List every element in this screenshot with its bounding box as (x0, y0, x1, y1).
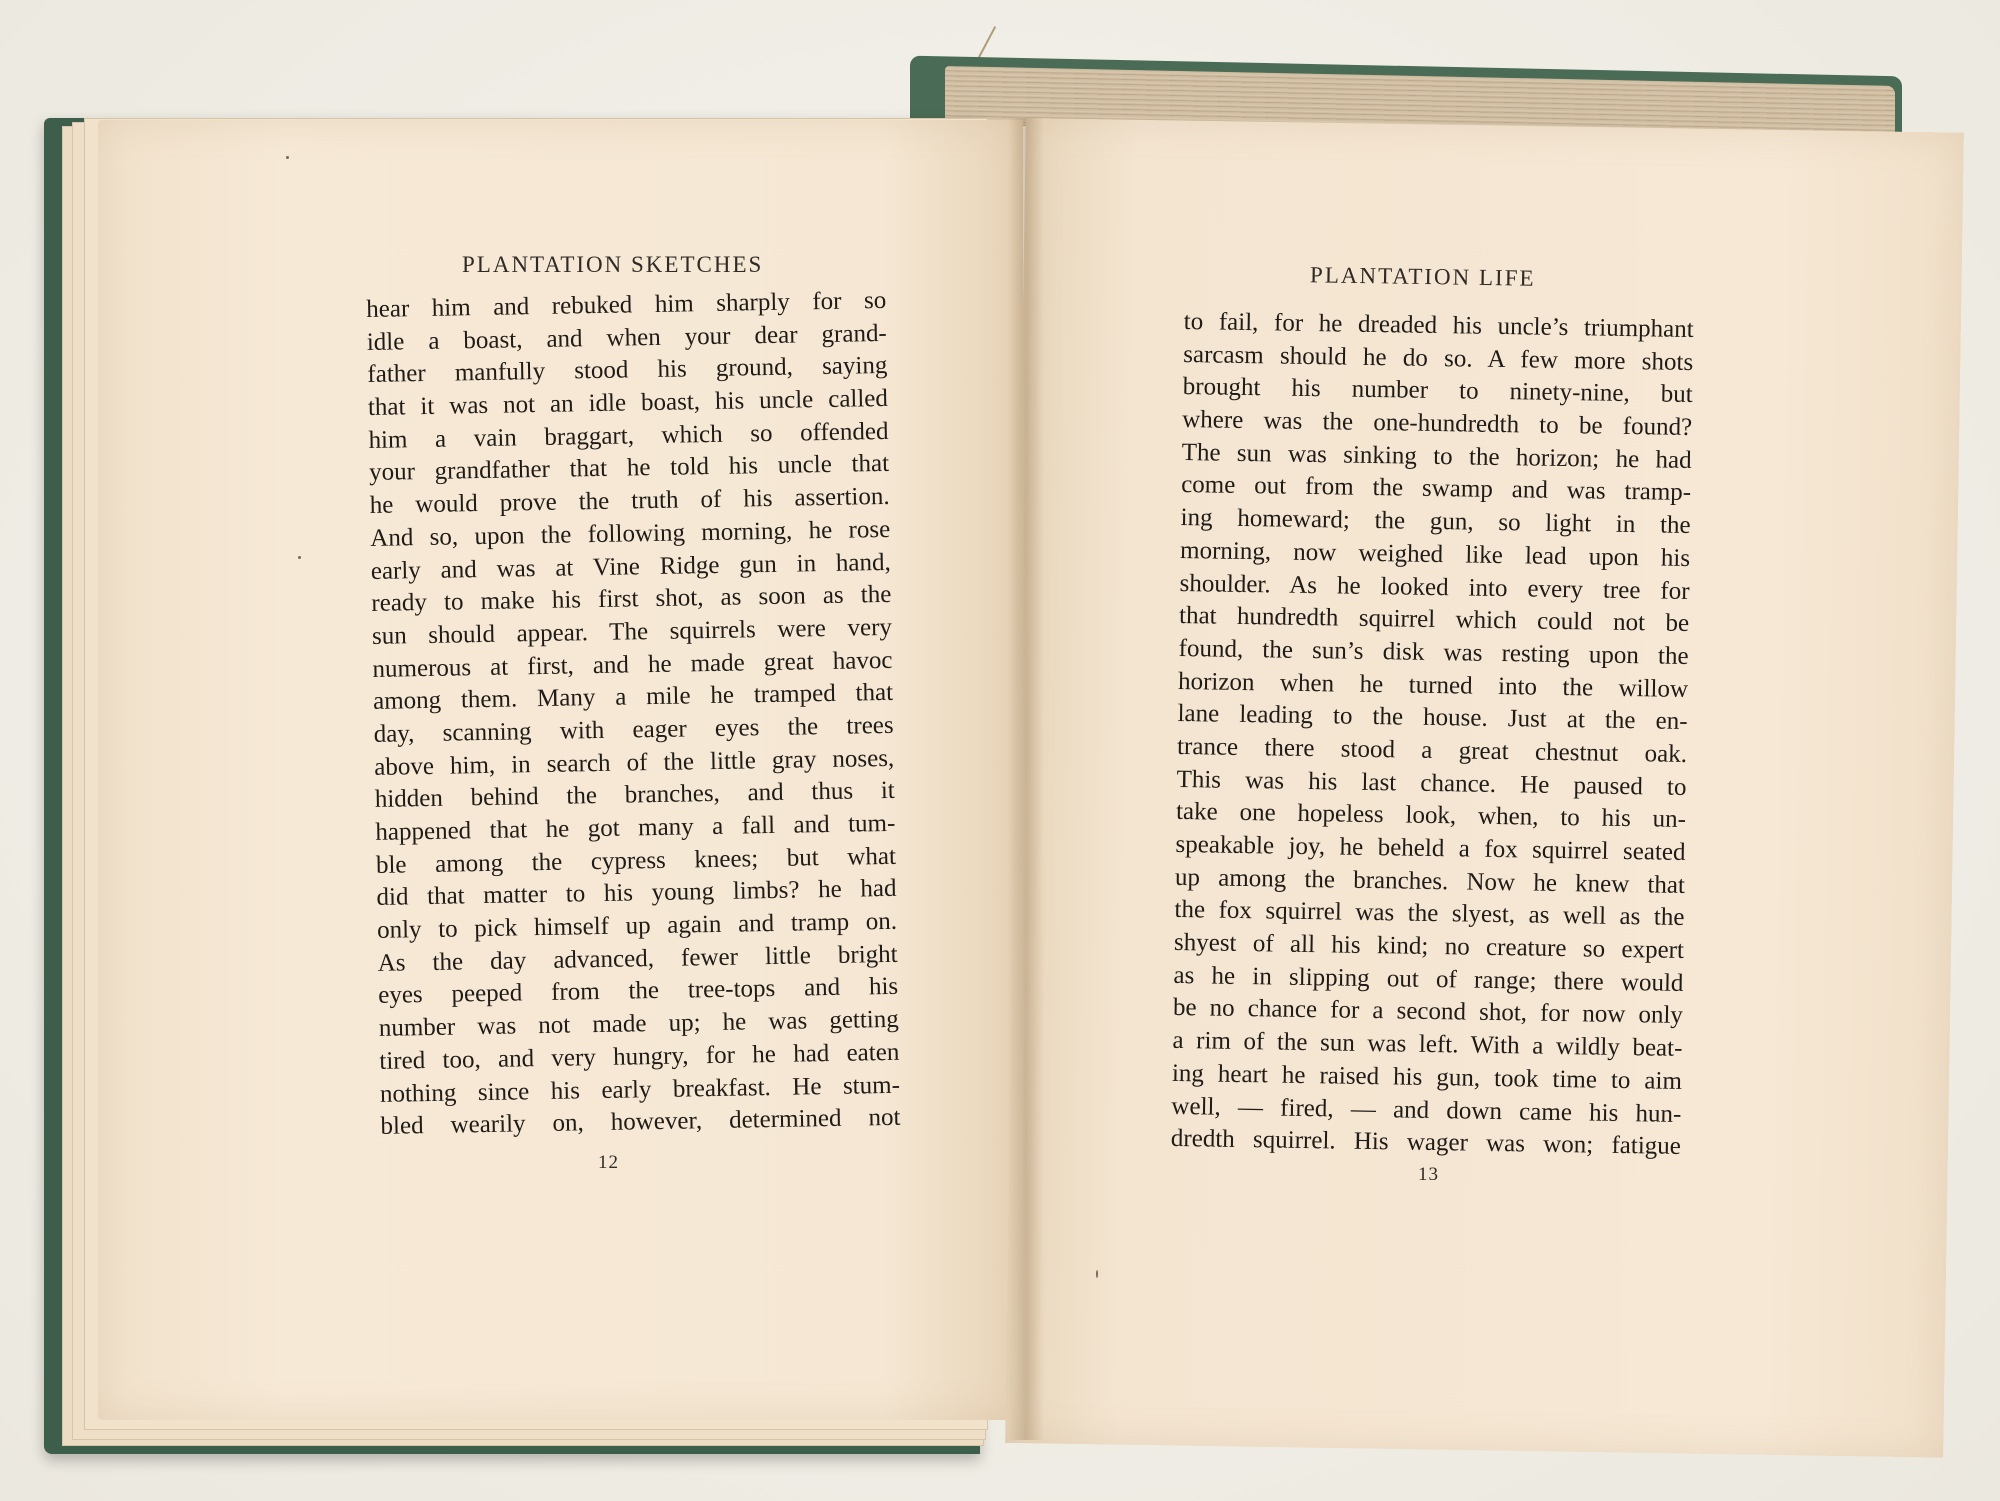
text-line: dredth squirrel. His wager was won; fatigue (1170, 1125, 1682, 1161)
right-page-number: 13 (1418, 1164, 1439, 1185)
text-line: brought his number to ninety-nine, but (1182, 373, 1693, 409)
text-line: ble among the cypress knees; but what (375, 842, 897, 879)
text-line: father manfully stood his ground, saying (367, 352, 888, 389)
text-line: horizon when he turned into the willow (1177, 667, 1689, 703)
paper-fleck (298, 556, 301, 559)
text-line: shoulder. As he looked into every tree for (1179, 569, 1690, 605)
text-line: And so, upon the following morning, he rose (370, 515, 891, 552)
text-line: bled wearily on, however, determined not (380, 1103, 901, 1141)
text-line: ready to make his first shot, as soon as the (371, 581, 892, 618)
right-page-text (1171, 306, 1694, 1164)
text-line: lane leading to the house. Just at the en- (1177, 700, 1688, 736)
text-line: the fox squirrel was the slyest, as well as the (1174, 896, 1685, 932)
paper-fleck (1096, 1270, 1098, 1278)
text-line: morning, now weighed like lead upon his (1179, 536, 1691, 572)
text-line: tired too, and very hungry, for he had eaten (379, 1038, 900, 1075)
left-page-number: 12 (598, 1152, 619, 1173)
text-line: trance there stood a great chestnut oak. (1176, 732, 1688, 768)
text-line: number was not made up; he was getting (378, 1005, 899, 1043)
text-line: where was the one-hundredth to be found? (1182, 406, 1693, 442)
text-line: As the day advanced, fewer little bright (377, 940, 898, 977)
text-line: day, scanning with eager eyes the trees (373, 711, 894, 748)
text-line: shyest of all his kind; no creature so expert (1173, 928, 1685, 964)
text-line: early and was at Vine Ridge gun in hand, (370, 548, 891, 585)
text-line: speakable joy, he beheld a fox squirrel seated (1175, 830, 1686, 866)
text-line: he would prove the truth of his assertion. (369, 483, 890, 520)
text-line: to fail, for he dreaded his uncle’s triumphant (1183, 307, 1694, 344)
text-line: idle a boast, and when your dear grand- (366, 319, 887, 356)
text-line: take one hopeless look, when, to his un- (1175, 798, 1687, 834)
text-line: found, the sun’s disk was resting upon the (1178, 634, 1689, 670)
book-gutter (1008, 118, 1044, 1440)
text-line: as he in slipping out of range; there would (1173, 961, 1684, 997)
right-running-head: PLANTATION LIFE (1309, 262, 1536, 291)
text-line: sarcasm should he do so. A few more shots (1183, 340, 1694, 376)
text-line: hidden behind the branches, and thus it (374, 777, 895, 814)
paper-fleck (286, 156, 289, 159)
left-running-head: PLANTATION SKETCHES (462, 252, 764, 277)
text-line: him a vain braggart, which so offended (368, 417, 889, 454)
text-line: hear him and rebuked him sharply for so (366, 286, 887, 323)
text-line: This was his last chance. He paused to (1176, 765, 1687, 801)
text-line: that it was not an idle boast, his uncle called (367, 384, 889, 422)
text-line: among them. Many a mile he tramped that (372, 679, 894, 716)
text-line: ing heart he raised his gun, took time to aim (1171, 1059, 1683, 1095)
text-line: did that matter to his young limbs? he had (376, 875, 897, 912)
text-line: well, — fired, — and down came his hun- (1171, 1092, 1682, 1128)
text-line: nothing since his early breakfast. He stum- (379, 1071, 901, 1108)
text-line: only to pick himself up again and tramp on. (376, 907, 898, 944)
text-line: The sun was sinking to the horizon; he had (1181, 438, 1692, 474)
text-line: up among the branches. Now he knew that (1174, 863, 1686, 899)
text-line: happened that he got many a fall and tum- (375, 809, 896, 846)
left-page-text (366, 285, 901, 1144)
text-line: sun should appear. The squirrels were very (371, 613, 893, 650)
text-line: come out from the swamp and was tramp- (1180, 471, 1692, 507)
text-line: ing homeward; the gun, so light in the (1180, 504, 1691, 540)
text-line: numerous at first, and he made great havoc (372, 646, 893, 683)
text-line: your grandfather that he told his uncle that (368, 450, 890, 487)
text-line: be no chance for a second shot, for now only (1172, 994, 1684, 1030)
text-line: a rim of the sun was left. With a wildly beat- (1172, 1027, 1683, 1063)
text-line: eyes peeped from the tree-tops and his (378, 973, 899, 1010)
text-line: that hundredth squirrel which could not be (1178, 602, 1690, 638)
text-line: above him, in search of the little gray noses, (374, 744, 895, 781)
